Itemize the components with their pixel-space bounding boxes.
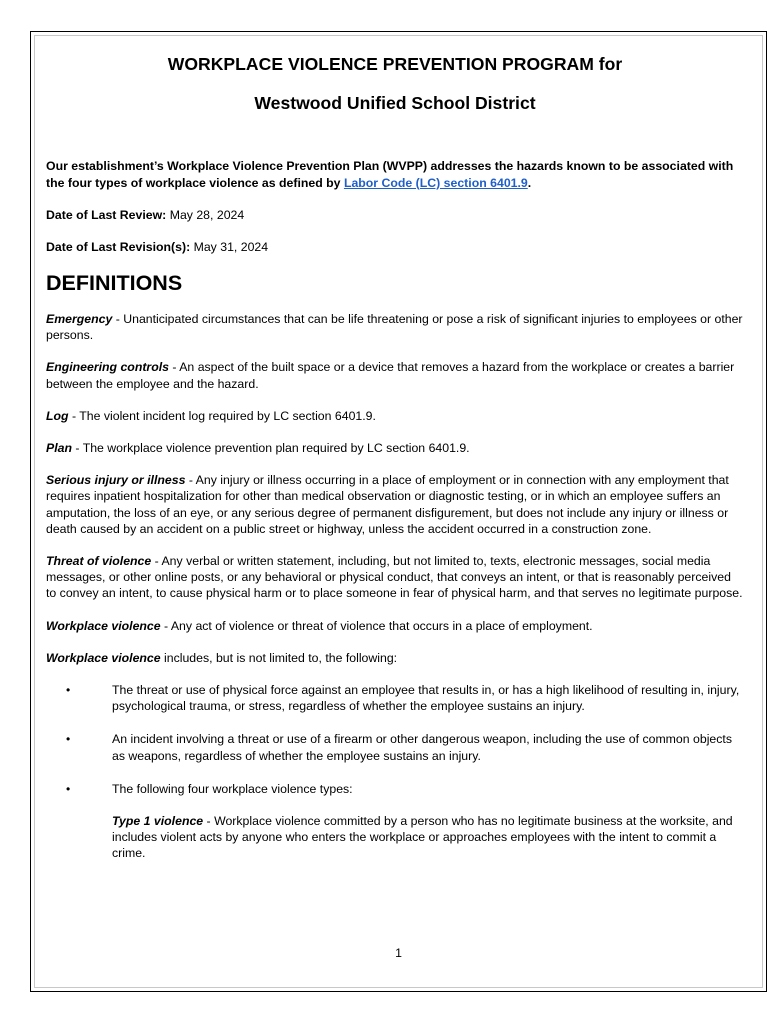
definition-item (46, 311, 744, 343)
list-item (46, 682, 744, 714)
last-review (46, 207, 744, 223)
document-title-line2: Westwood Unified School District (254, 93, 536, 113)
definition-text: - The violent incident log required by LC section 6401.9. (68, 408, 376, 423)
intro-paragraph (46, 158, 744, 191)
definition-item (46, 650, 744, 666)
bullet-icon: • (66, 732, 71, 747)
definition-item (46, 618, 744, 634)
definition-text: includes, but is not limited to, the following: (160, 650, 398, 665)
definition-term: Emergency (46, 312, 113, 326)
list-item (46, 781, 744, 797)
bullet-list (46, 682, 744, 862)
type1-definition (46, 813, 744, 862)
definition-term: Threat of violence (46, 554, 152, 569)
definition-item (46, 440, 744, 456)
bullet-text: The threat or use of physical force against an employee that results in, or has a high likelihood of resulting in, injury, psychological trauma, or stress, regardless of whether the employee sustains an injury. (112, 683, 740, 714)
type1-text: - Workplace violence committed by a person who has no legitimate business at the worksite, and includes violent acts by anyone who enters the workplace or approaches employees with the intent to commit a crime. (112, 814, 733, 861)
last-revision (46, 239, 744, 255)
definition-term: Engineering controls (46, 360, 169, 375)
last-review-label: Date of Last Review: (46, 208, 167, 222)
definitions-heading: DEFINITIONS (46, 271, 183, 295)
definition-item (46, 408, 744, 424)
page-content (46, 53, 744, 862)
labor-code-link[interactable]: Labor Code (LC) section 6401.9 (343, 175, 528, 190)
definition-text: - An aspect of the built space or a device that removes a hazard from the workplace or creates a barrier between the employee and the hazard. (46, 360, 735, 391)
definition-item (46, 553, 744, 602)
definition-text: - Unanticipated circumstances that can be life threatening or pose a risk of significant injuries to employees or other persons. (46, 312, 743, 343)
definition-term: Workplace violence (46, 618, 161, 633)
last-review-value: May 28, 2024 (166, 208, 245, 222)
definition-text: - The workplace violence prevention plan required by LC section 6401.9. (71, 441, 470, 456)
list-item (46, 731, 744, 763)
type1-term: Type 1 violence (112, 814, 204, 829)
definition-term: Plan (46, 441, 72, 456)
intro-text: Our establishment’s Workplace Violence Prevention Plan (WVPP) addresses the hazards known to be associated with the four types of workplace violence as defined by (46, 159, 734, 190)
last-revision-value: May 31, 2024 (190, 240, 269, 254)
last-revision-label: Date of Last Revision(s): (46, 240, 191, 254)
document-page (30, 31, 767, 992)
bullet-icon: • (66, 781, 71, 796)
intro-text-end: . (527, 175, 532, 190)
definition-item (46, 472, 744, 537)
bullet-text: The following four workplace violence types: (112, 781, 353, 796)
definition-term: Serious injury or illness (46, 473, 186, 488)
definition-item (46, 359, 744, 391)
document-title-line1: WORKPLACE VIOLENCE PREVENTION PROGRAM for (167, 54, 623, 74)
definition-term: Log (46, 408, 69, 423)
definition-term: Workplace violence (46, 650, 161, 665)
definition-text: - Any act of violence or threat of violence that occurs in a place of employment. (160, 618, 593, 633)
definition-text: - Any verbal or written statement, including, but not limited to, texts, electronic messages, social media messages, or other online posts, or any behavioral or physical conduct, that conveys an intent, or that is reasonably perceived to convey an intent, to cause physical harm or to place someone in fear of physical harm, and that serves no legitimate purpose. (46, 554, 743, 601)
page-number: 1 (395, 946, 402, 960)
bullet-text: An incident involving a threat or use of a firearm or other dangerous weapon, including the use of common objects as weapons, regardless of whether the employee sustains an injury. (112, 732, 732, 763)
bullet-icon: • (66, 683, 71, 698)
definition-text: - Any injury or illness occurring in a place of employment or in connection with any employment that requires inpatient hospitalization for other than medical observation or diagnostic testing, or in which an employee suffers an amputation, the loss of an eye, or any serious degree of permanent disfigurement, but does not include any injury or illness or death caused by an accident on a public street or highway, unless the accident occurred in a construction zone. (46, 473, 729, 536)
